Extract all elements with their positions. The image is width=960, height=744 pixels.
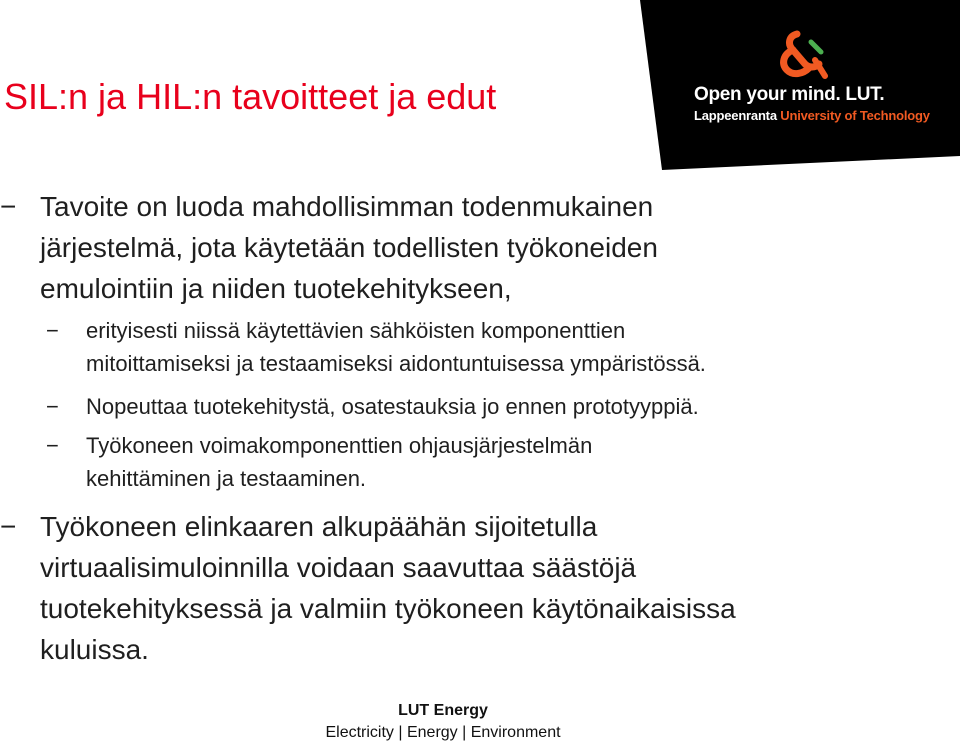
slide-footer bbox=[318, 700, 568, 744]
logo-university-accent: University of Technology bbox=[780, 108, 930, 123]
logo-university-name bbox=[694, 108, 930, 123]
sub-bullet-item bbox=[46, 390, 699, 423]
logo-slogan: Open your mind. LUT. bbox=[694, 84, 885, 105]
bullet-line: emulointiin ja niiden tuotekehitykseen, bbox=[40, 273, 512, 304]
lut-logo-panel bbox=[640, 0, 960, 170]
logo-university-prefix: Lappeenranta bbox=[694, 108, 777, 123]
bullet-line: Työkoneen elinkaaren alkupäähän sijoitetulla bbox=[40, 511, 598, 542]
bullet-line: Tavoite on luoda mahdollisimman todenmukainen bbox=[40, 191, 654, 222]
bullet-line: kuluissa. bbox=[40, 634, 149, 665]
bullet-line: Nopeuttaa tuotekehitystä, osatestauksia jo ennen prototyyppiä. bbox=[86, 394, 699, 419]
bullet-line: Työkoneen voimakomponenttien ohjausjärjestelmän bbox=[86, 433, 593, 458]
lut-ampersand-logo-icon bbox=[775, 30, 829, 82]
bullet-line: erityisesti niissä käytettävien sähköisten komponenttien bbox=[86, 318, 626, 343]
bullet-dash: − bbox=[46, 394, 59, 419]
bullet-dash: − bbox=[46, 433, 59, 458]
footer-tagline: Electricity | Energy | Environment bbox=[325, 724, 561, 741]
bullet-line: mitoittamiseksi ja testaamiseksi aidontuntuisessa ympäristössä. bbox=[86, 351, 706, 376]
footer-organization: LUT Energy bbox=[398, 702, 488, 719]
bullet-item bbox=[0, 186, 658, 309]
sub-bullet-item bbox=[46, 314, 706, 380]
bullet-item bbox=[0, 506, 736, 670]
bullet-dash: − bbox=[46, 318, 59, 343]
bullet-line: järjestelmä, jota käytetään todellisten työkoneiden bbox=[40, 232, 658, 263]
bullet-line: kehittäminen ja testaaminen. bbox=[86, 466, 367, 491]
bullet-dash: − bbox=[0, 191, 17, 222]
slide-title: SIL:n ja HIL:n tavoitteet ja edut bbox=[4, 76, 497, 117]
bullet-dash: − bbox=[0, 511, 17, 542]
bullet-line: tuotekehityksessä ja valmiin työkoneen käytönaikaisissa bbox=[40, 593, 736, 624]
sub-bullet-item bbox=[46, 429, 593, 495]
bullet-line: virtuaalisimuloinnilla voidaan saavuttaa säästöjä bbox=[40, 552, 637, 583]
